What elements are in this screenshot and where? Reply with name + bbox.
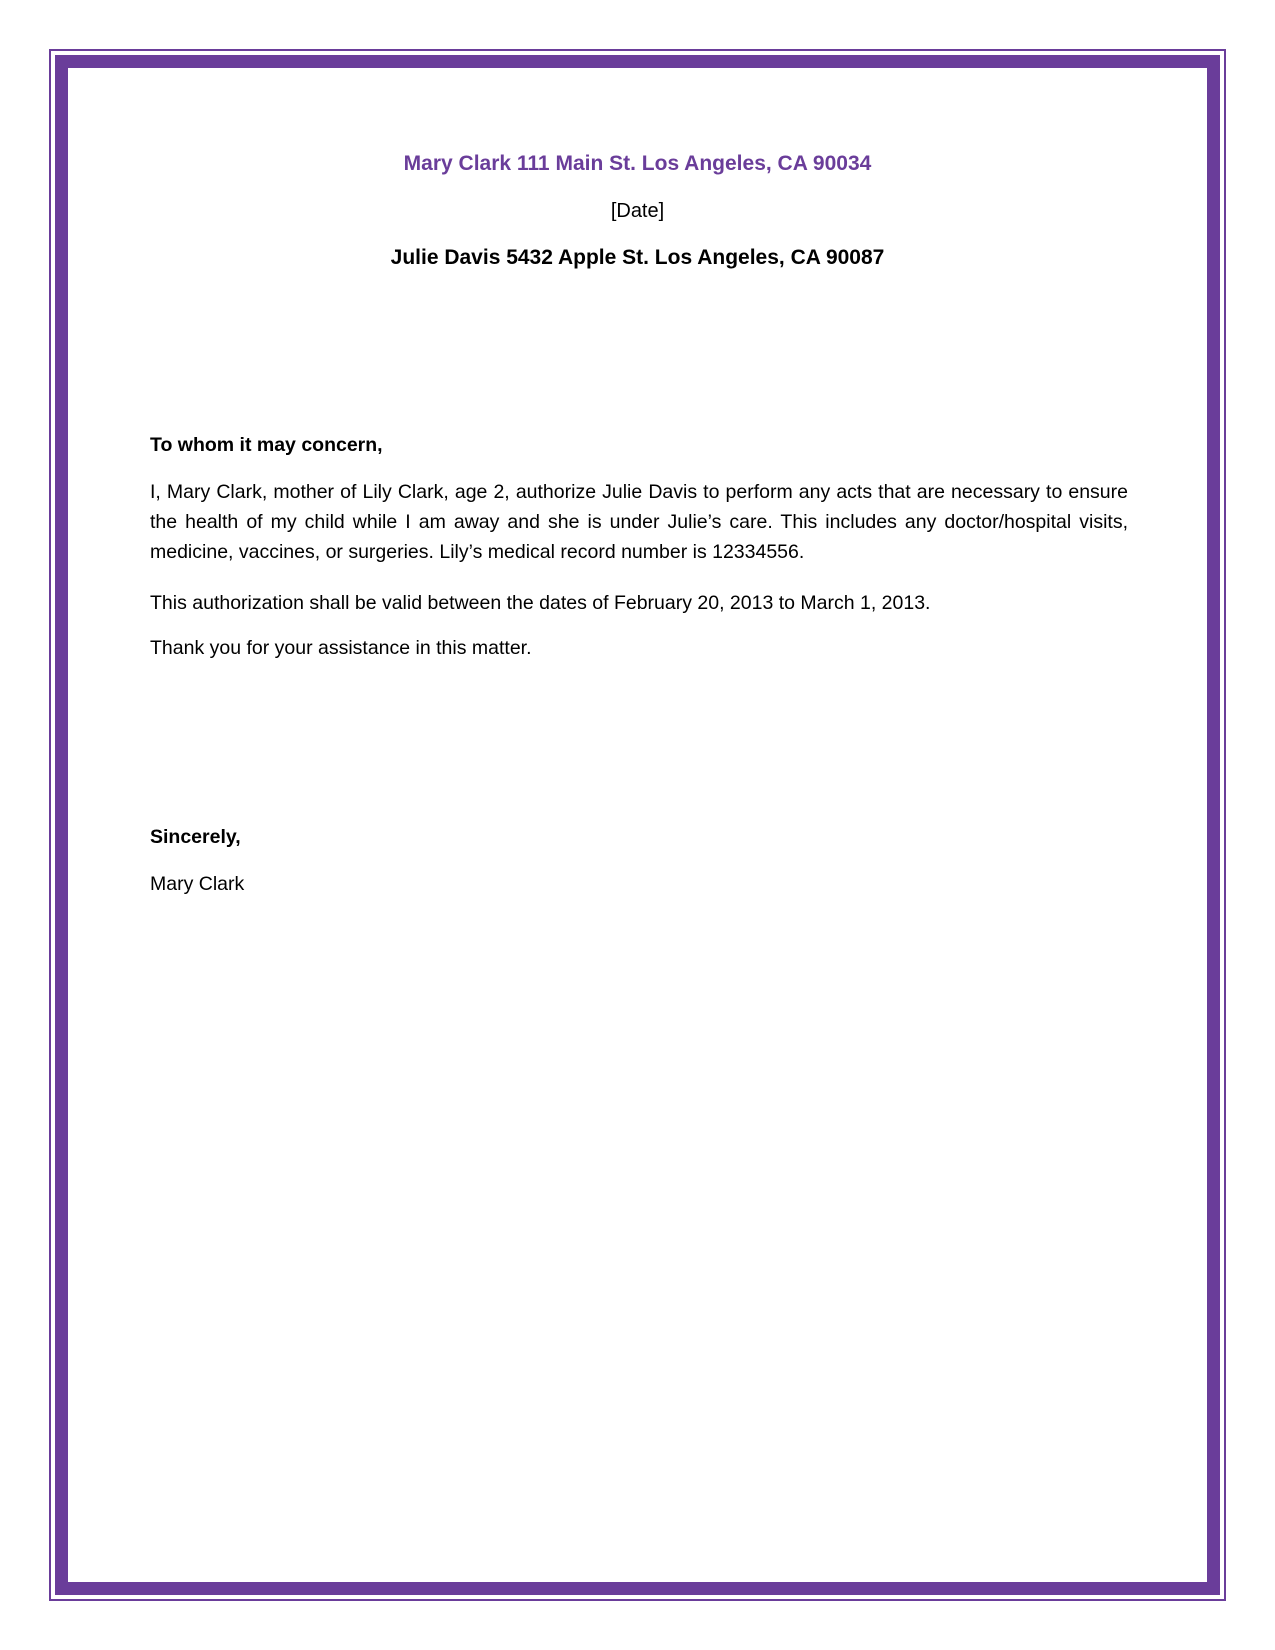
closing: Sincerely, bbox=[150, 826, 241, 848]
thanks-paragraph: Thank you for your assistance in this matter. bbox=[150, 637, 532, 659]
recipient-address: Julie Davis 5432 Apple St. Los Angeles, CA 90087 bbox=[390, 246, 885, 269]
letter-date: [Date] bbox=[610, 200, 665, 222]
validity-paragraph: This authorization shall be valid between the dates of February 20, 2013 to March 1, 2013. bbox=[150, 592, 931, 614]
sender-address: Mary Clark 111 Main St. Los Angeles, CA 90034 bbox=[403, 152, 872, 175]
signature-name: Mary Clark bbox=[150, 873, 245, 895]
authorization-paragraph: I, Mary Clark, mother of Lily Clark, age 2, authorize Julie Davis to perform any acts that are necessary to ensure the health of my child while I am away and she is under Julie’s care. This includes any doctor/hospital visits, medicine, vaccines, or surgeries. Lily’s medical record number is 12334556. bbox=[150, 481, 1128, 563]
salutation: To whom it may concern, bbox=[150, 434, 383, 456]
